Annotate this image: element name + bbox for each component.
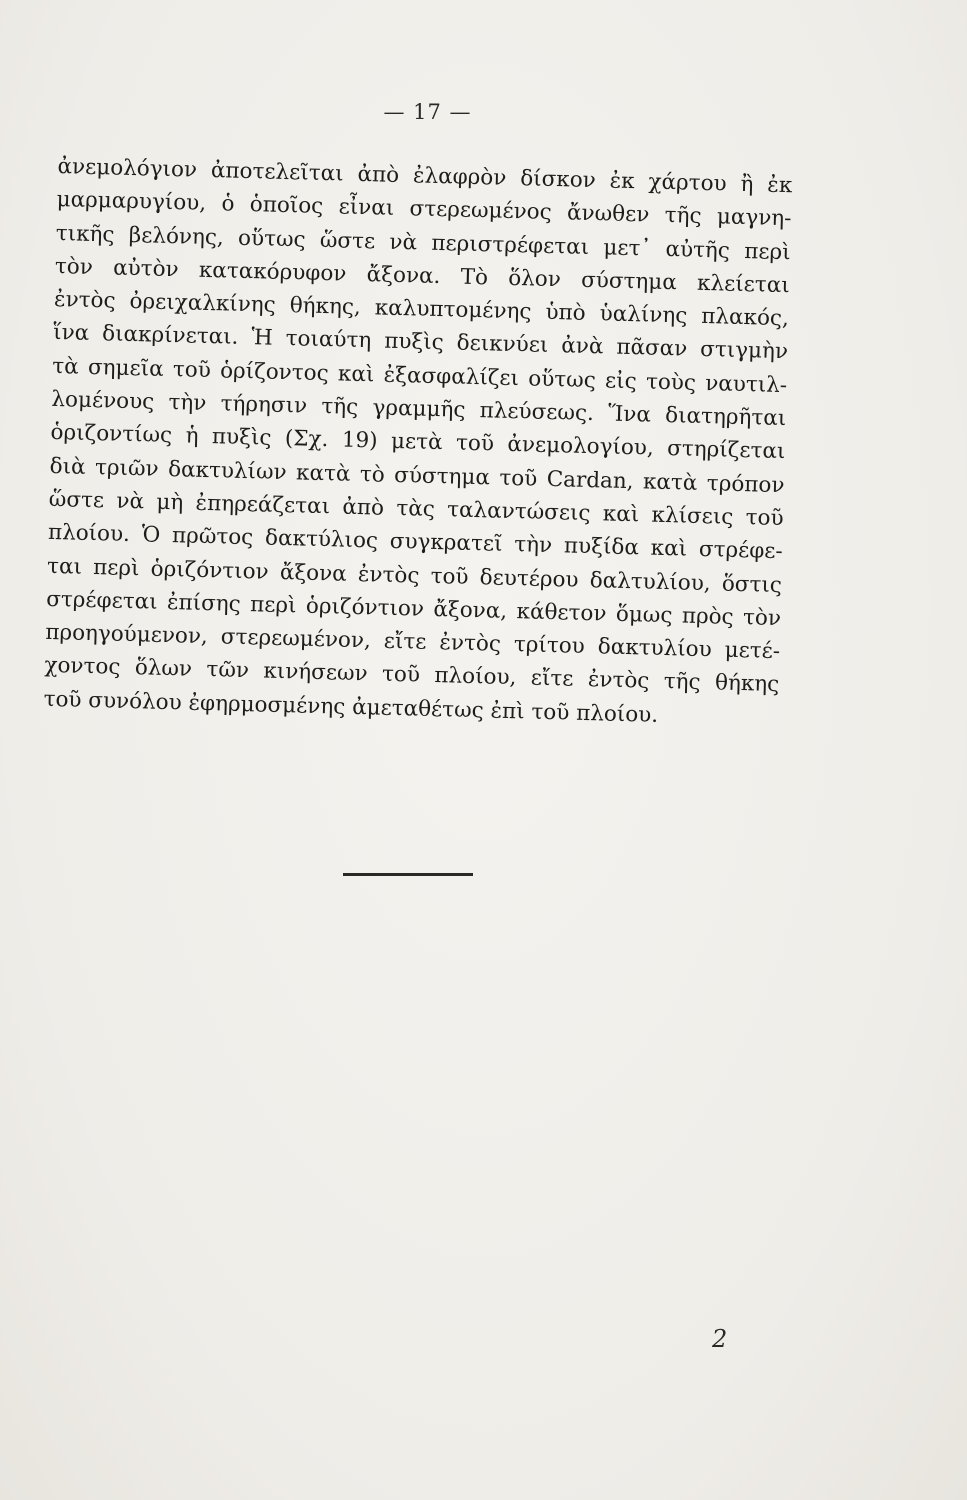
text-line: ὁριζοντίως ἡ πυξὶς (Σχ. 19) μετὰ τοῦ ἀνεμολογίου, στηρίζεται <box>50 420 786 465</box>
text-line: χοντος ὅλων τῶν κινήσεων τοῦ πλοίου, εἴτε ἐντὸς τῆς θήκης <box>44 653 780 698</box>
text-line: ἐντὸς ὀρειχαλκίνης θήκης, καλυπτομένης ὑπὸ ὑαλίνης πλακός, <box>53 287 790 332</box>
text-line-last: τοῦ συνόλου ἐφηρμοσμένης ἀμεταθέτως ἐπὶ τοῦ πλοίου. <box>43 686 659 728</box>
text-line: ἀνεμολόγιον ἀποτελεῖται ἀπὸ ἐλαφρὸν δίσκον ἐκ χάρτου ἢ ἐκ <box>57 153 793 199</box>
text-line: στρέφεται ἐπίσης περὶ ὁριζόντιον ἄξονα, κάθετον ὅμως πρὸς τὸν <box>45 586 782 631</box>
text-line: μαρμαρυγίου, ὁ ὁποῖος εἶναι στερεωμένος ἄνωθεν τῆς μαγνη- <box>56 187 792 232</box>
text-line: τικῆς βελόνης, οὕτως ὥστε νὰ περιστρέφεται μετ᾽ αὐτῆς περὶ <box>55 220 791 265</box>
text-line: τὸν αὐτὸν κατακόρυφον ἄξονα. Τὸ ὅλον σύστημα κλείεται <box>54 253 791 299</box>
text-line: λομένους τὴν τήρησιν τῆς γραμμῆς πλεύσεως. Ἵνα διατηρῆται <box>51 386 787 432</box>
text-line: πλοίου. Ὁ πρῶτος δακτύλιος συγκρατεῖ τὴν πυξίδα καὶ στρέφε- <box>47 520 784 565</box>
signature-mark: 2 <box>712 1325 728 1353</box>
text-line: προηγούμενον, στερεωμένον, εἴτε ἐντὸς τρίτου δακτυλίου μετέ- <box>45 619 781 665</box>
text-line: ται περὶ ὁριζόντιον ἄξονα ἐντὸς τοῦ δευτέρου δαλτυλίου, ὅστις <box>46 553 783 598</box>
text-line: διὰ τριῶν δακτυλίων κατὰ τὸ σύστημα τοῦ Cardan, κατὰ τρόπον <box>49 453 785 498</box>
body-paragraph <box>43 150 793 735</box>
text-line: ὥστε νὰ μὴ ἐπηρεάζεται ἀπὸ τὰς ταλαντώσεις καὶ κλίσεις τοῦ <box>48 486 784 532</box>
page-number: — 17 — <box>383 100 472 124</box>
text-line: τὰ σημεῖα τοῦ ὁρίζοντος καὶ ἐξασφαλίζει οὕτως εἰς τοὺς ναυτιλ- <box>52 353 788 398</box>
section-divider-rule <box>343 873 473 876</box>
text-line: ἵνα διακρίνεται. Ἡ τοιαύτη πυξὶς δεικνύει ἀνὰ πᾶσαν στιγμὴν <box>52 320 789 365</box>
